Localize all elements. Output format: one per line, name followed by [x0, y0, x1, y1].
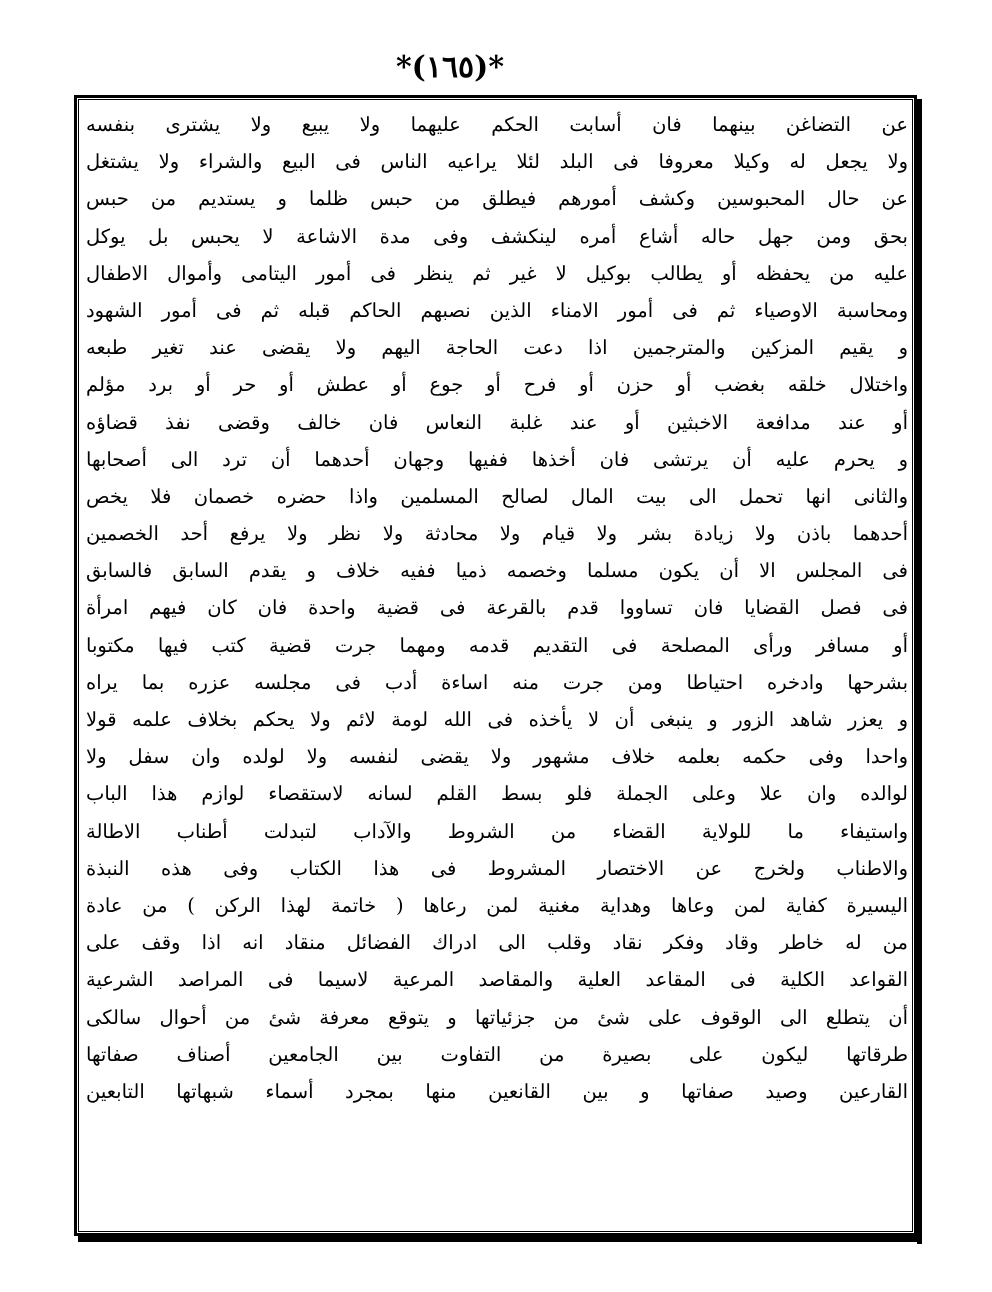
text-line: فى المجلس الا أن يكون مسلما وخصمه ذميا ففيه خلاف و يقدم السابق فالسابق [86, 559, 908, 583]
text-line: بشرحها وادخره احتياطا ومن جرت منه اساءة أدب فى مجلسه عزره بما يراه [86, 670, 908, 694]
text-line: عليه من يحفظه أو يطالب بوكيل لا غير ثم ينظر فى أمور اليتامى وأموال الاطفال [86, 261, 908, 285]
text-line: القواعد الكلية فى المقاعد العلية والمقاصد المرعية لاسيما فى المراصد الشرعية [86, 968, 908, 992]
text-line: واحدا وفى حكمه بعلمه خلاف مشهور ولا يقضى لنفسه ولا لولده وان سفل ولا [86, 745, 908, 769]
text-line: واستيفاء ما للولاية القضاء من الشروط والآداب لتبدلت أطناب الاطالة [86, 819, 908, 843]
text-line: و يقيم المزكين والمترجمين اذا دعت الحاجة اليهم ولا يقضى عند تغير طبعه [86, 336, 908, 360]
text-line: طرقاتها ليكون على بصيرة من التفاوت بين الجامعين أصناف صفاتها [86, 1042, 908, 1066]
text-line: لوالده وان علا وعلى الجملة فلو بسط القلم لسانه لاستقصاء لوازم هذا الباب [86, 782, 908, 806]
text-line: ومحاسبة الاوصياء ثم فى أمور الامناء الذين نصبهم الحاكم قبله ثم فى أمور الشهود [86, 298, 908, 322]
text-line: من له خاطر وقاد وفكر نقاد وقلب الى ادراك الفضائل منقاد انه اذا وقف على [86, 931, 908, 955]
text-line: والاطناب ولخرج عن الاختصار المشروط فى هذا الكتاب وفى هذه النبذة [86, 856, 908, 880]
text-line: عن التضاغن بينهما فان أسابت الحكم عليهما ولا يبيع ولا يشترى بنفسه [86, 113, 908, 136]
text-line: فى فصل القضايا فان تساووا قدم بالقرعة فى قضية واحدة فان كان فيهم امرأة [86, 596, 908, 620]
body-text [86, 106, 908, 1222]
text-line: أن يتطلع الى الوقوف على شئ من جزئياتها و يتوقع معرفة شئ من أحوال سالكى [86, 1005, 908, 1029]
text-line: اليسيرة كفاية لمن وعاها وهداية مغنية لمن رعاها ( خاتمة لهذا الركن ) من عادة [86, 893, 908, 917]
text-line: و يحرم عليه أن يرتشى فان أخذها ففيها وجهان أحدهما أن ترد الى أصحابها [86, 447, 908, 471]
text-line: عن حال المحبوسين وكشف أمورهم فيطلق من حبس ظلما و يستديم من حبس [86, 187, 908, 211]
page-border-shadow-right [917, 99, 922, 1244]
text-line: القارعين وصيد صفاتها و بين القانعين منها بمجرد أسماء شبهاتها التابعين [86, 1079, 908, 1103]
text-line: أو عند مدافعة الاخبثين أو عند غلبة النعاس فان خالف وقضى نفذ قضاؤه [86, 410, 908, 434]
text-line: والثانى انها تحمل الى بيت المال لصالح المسلمين واذا حضره خصمان فلا يخص [86, 484, 908, 508]
text-line: و يعزر شاهد الزور و ينبغى أن لا يأخذه فى الله لومة لائم ولا يحكم بخلاف علمه قولا [86, 708, 908, 731]
text-line: واختلال خلقه بغضب أو حزن أو فرح أو جوع أو عطش أو حر أو برد مؤلم [86, 373, 908, 397]
text-line: بحق ومن جهل حاله أشاع أمره لينكشف وفى مدة الاشاعة لا يحبس بل يوكل [86, 224, 908, 248]
text-line: أحدهما باذن ولا زيادة بشر ولا قيام ولا محادثة ولا نظر ولا يرفع أحد الخصمين [86, 522, 908, 546]
text-line: أو مسافر ورأى المصلحة فى التقديم قدمه ومهما جرت قضية كتب فيها مكتوبا [86, 633, 908, 657]
page-number: *(١٦٥)* [395, 50, 505, 85]
text-line: ولا يجعل له وكيلا معروفا فى البلد لئلا يراعيه الناس فى البيع والشراء ولا يشتغل [86, 150, 908, 174]
page-border-shadow-bottom [78, 1236, 922, 1242]
